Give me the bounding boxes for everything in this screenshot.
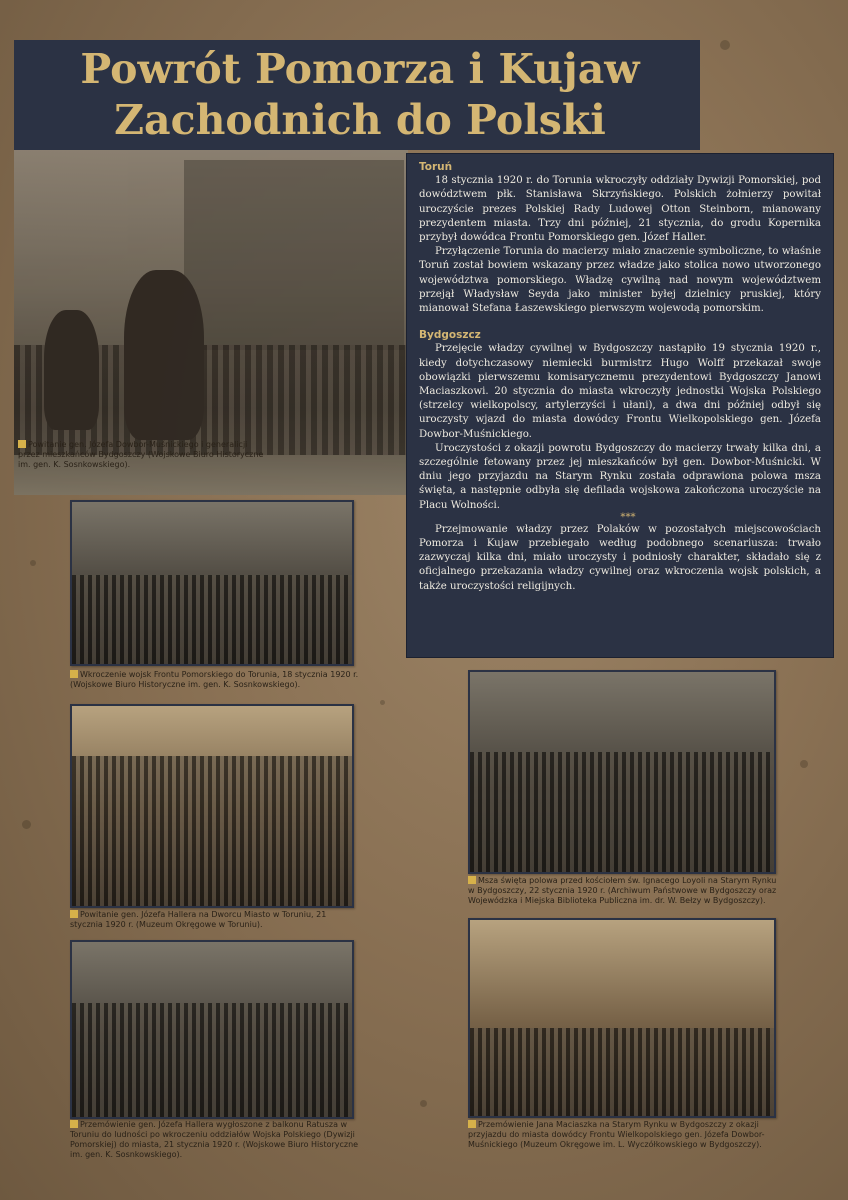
hero-caption (18, 440, 264, 470)
photo2-caption (70, 910, 360, 930)
caption-marker (468, 1120, 476, 1128)
caption-marker (70, 910, 78, 918)
crowd-shape (470, 752, 774, 872)
crowd-shape (470, 1028, 774, 1116)
section-heading-torun: Toruń (419, 161, 453, 173)
photo5-caption-text: Przemówienie Jana Maciaszka na Starym Rynku w Bydgoszczy z okazji przyjazdu do miasta dowódcy Frontu Wielkopolskiego gen. Józefa Dowbor-Muśnickiego (Muzeum Okręgowe im. L. Wyczółkowskiego w Bydgoszczy). (468, 1120, 765, 1149)
background-speck (420, 1100, 427, 1107)
background-speck (380, 700, 385, 705)
photo-haller-balcony (70, 940, 354, 1119)
spacer (419, 316, 821, 328)
background-speck (800, 760, 808, 768)
paragraph: Przejęcie władzy cywilnej w Bydgoszczy nastąpiło 19 stycznia 1920 r., kiedy dotychczasowy niemiecki burmistrz Hugo Wolff przekazał swoje obowiązki pierwszemu komisarycznemu prezydentowi Bydgoszczy Janowi Maciaszkowi. 20 stycznia do miasta wkroczyły jednostki Wojska Polskiego (strzelcy wielkopolscy, artylerzyści i ułani), a dwa dni później odbył się uroczysty wjazd do miasta dowódcy Frontu Wielkopolskiego gen. Józefa Dowbor-Muśnickiego. (419, 343, 821, 440)
crowd-shape (72, 756, 352, 906)
building-shape (184, 160, 404, 350)
main-text-panel (406, 153, 834, 658)
page-title (30, 44, 690, 146)
crowd-shape (72, 1003, 352, 1117)
photo1-caption-text: Wkroczenie wojsk Frontu Pomorskiego do Torunia, 18 stycznia 1920 r. (Wojskowe Biuro Historyczne im. gen. K. Sosnkowskiego). (70, 670, 359, 689)
paragraph: 18 stycznia 1920 r. do Torunia wkroczyły oddziały Dywizji Pomorskiej, pod dowództwem płk. Stanisława Skrzyńskiego. Polskich żołnierzy powitał uroczyście prezes Polskiej Rady Ludowej Otton Steinborn, mianowany prezydentem miasta. Trzy dni później, 21 stycznia, do grodu Kopernika przybył dowódca Frontu Pomorskiego gen. Józef Haller. (419, 175, 821, 244)
photo1-caption (70, 670, 360, 690)
photo-maciaszek-speech (468, 918, 776, 1118)
photo3-caption (70, 1120, 360, 1160)
paragraph: Uroczystości z okazji powrotu Bydgoszczy do macierzy trwały kilka dni, a szczególnie fetowany przez jej mieszkańców był gen. Dowbor-Muśnicki. W dniu jego przyjazdu na Starym Rynku została odprawiona polowa msza święta, a następnie odbyła się defilada wojskowa zakończona uroczyście na Placu Wolności. (419, 442, 821, 511)
caption-marker (70, 670, 78, 678)
paragraph: Przejmowanie władzy przez Polaków w pozostałych miejscowościach Pomorza i Kujaw przebiegało według podobnego scenariusza: trwało zazwyczaj kilka dni, miało uroczysty i podniosły charakter, składało się z oficjalnego przekazania władzy cywilnej oraz wkroczenia wojsk polskich, a także uroczystości religijnych. (419, 523, 821, 592)
section-heading-bydgoszcz: Bydgoszcz (419, 329, 481, 342)
photo-field-mass (468, 670, 776, 874)
photo4-caption-text: Msza święta polowa przed kościołem św. Ignacego Loyoli na Starym Rynku w Bydgoszczy, 22 stycznia 1920 r. (Archiwum Państwowe w Bydgoszczy oraz Wojewódzka i Miejska Biblioteka Publiczna im. dr. W. Bełzy w Bydgoszczy). (468, 876, 777, 905)
caption-marker (18, 440, 26, 448)
title-line-2: Zachodnich do Polski (114, 96, 606, 144)
rider-shape (44, 310, 99, 430)
photo-haller-station (70, 704, 354, 908)
title-line-1: Powrót Pomorza i Kujaw (80, 45, 640, 93)
section-divider: *** (620, 511, 636, 523)
photo2-caption-text: Powitanie gen. Józefa Hallera na Dworcu Miasto w Toruniu, 21 stycznia 1920 r. (Muzeum Okręgowe w Toruniu). (70, 910, 327, 929)
paragraph: Przyłączenie Torunia do macierzy miało znaczenie symboliczne, to właśnie Toruń został bowiem wskazany przez władze jako stolica nowo utworzonego województwa pomorskiego. Władzę cywilną nad nowym województwem przejął Władysław Seyda jako minister byłej dzielnicy pruskiej, który mianował Stefana Łaszewskiego pierwszym wojewodą pomorskim. (419, 246, 821, 315)
photo3-caption-text: Przemówienie gen. Józefa Hallera wygłoszone z balkonu Ratusza w Toruniu do ludności po wkroczeniu oddziałów Wojska Polskiego (Dywizji Pomorskiej) do miasta, 21 stycznia 1920 r. (Wojskowe Biuro Historyczne im. gen. K. Sosnkowskiego). (70, 1120, 359, 1159)
background-speck (720, 40, 730, 50)
hero-caption-text: Powitanie gen. Józefa Dowbor-Muśnickiego i generalicji przez mieszkańców Bydgoszczy (Wojskowe Biuro Historyczne im. gen. K. Sosnkowskiego). (18, 440, 264, 469)
background-speck (30, 560, 36, 566)
rider-shape (124, 270, 204, 440)
background-speck (22, 820, 31, 829)
photo-torun-entry (70, 500, 354, 666)
photo5-caption (468, 1120, 778, 1150)
crowd-shape (72, 575, 352, 664)
photo4-caption (468, 876, 778, 906)
caption-marker (468, 876, 476, 884)
caption-marker (70, 1120, 78, 1128)
